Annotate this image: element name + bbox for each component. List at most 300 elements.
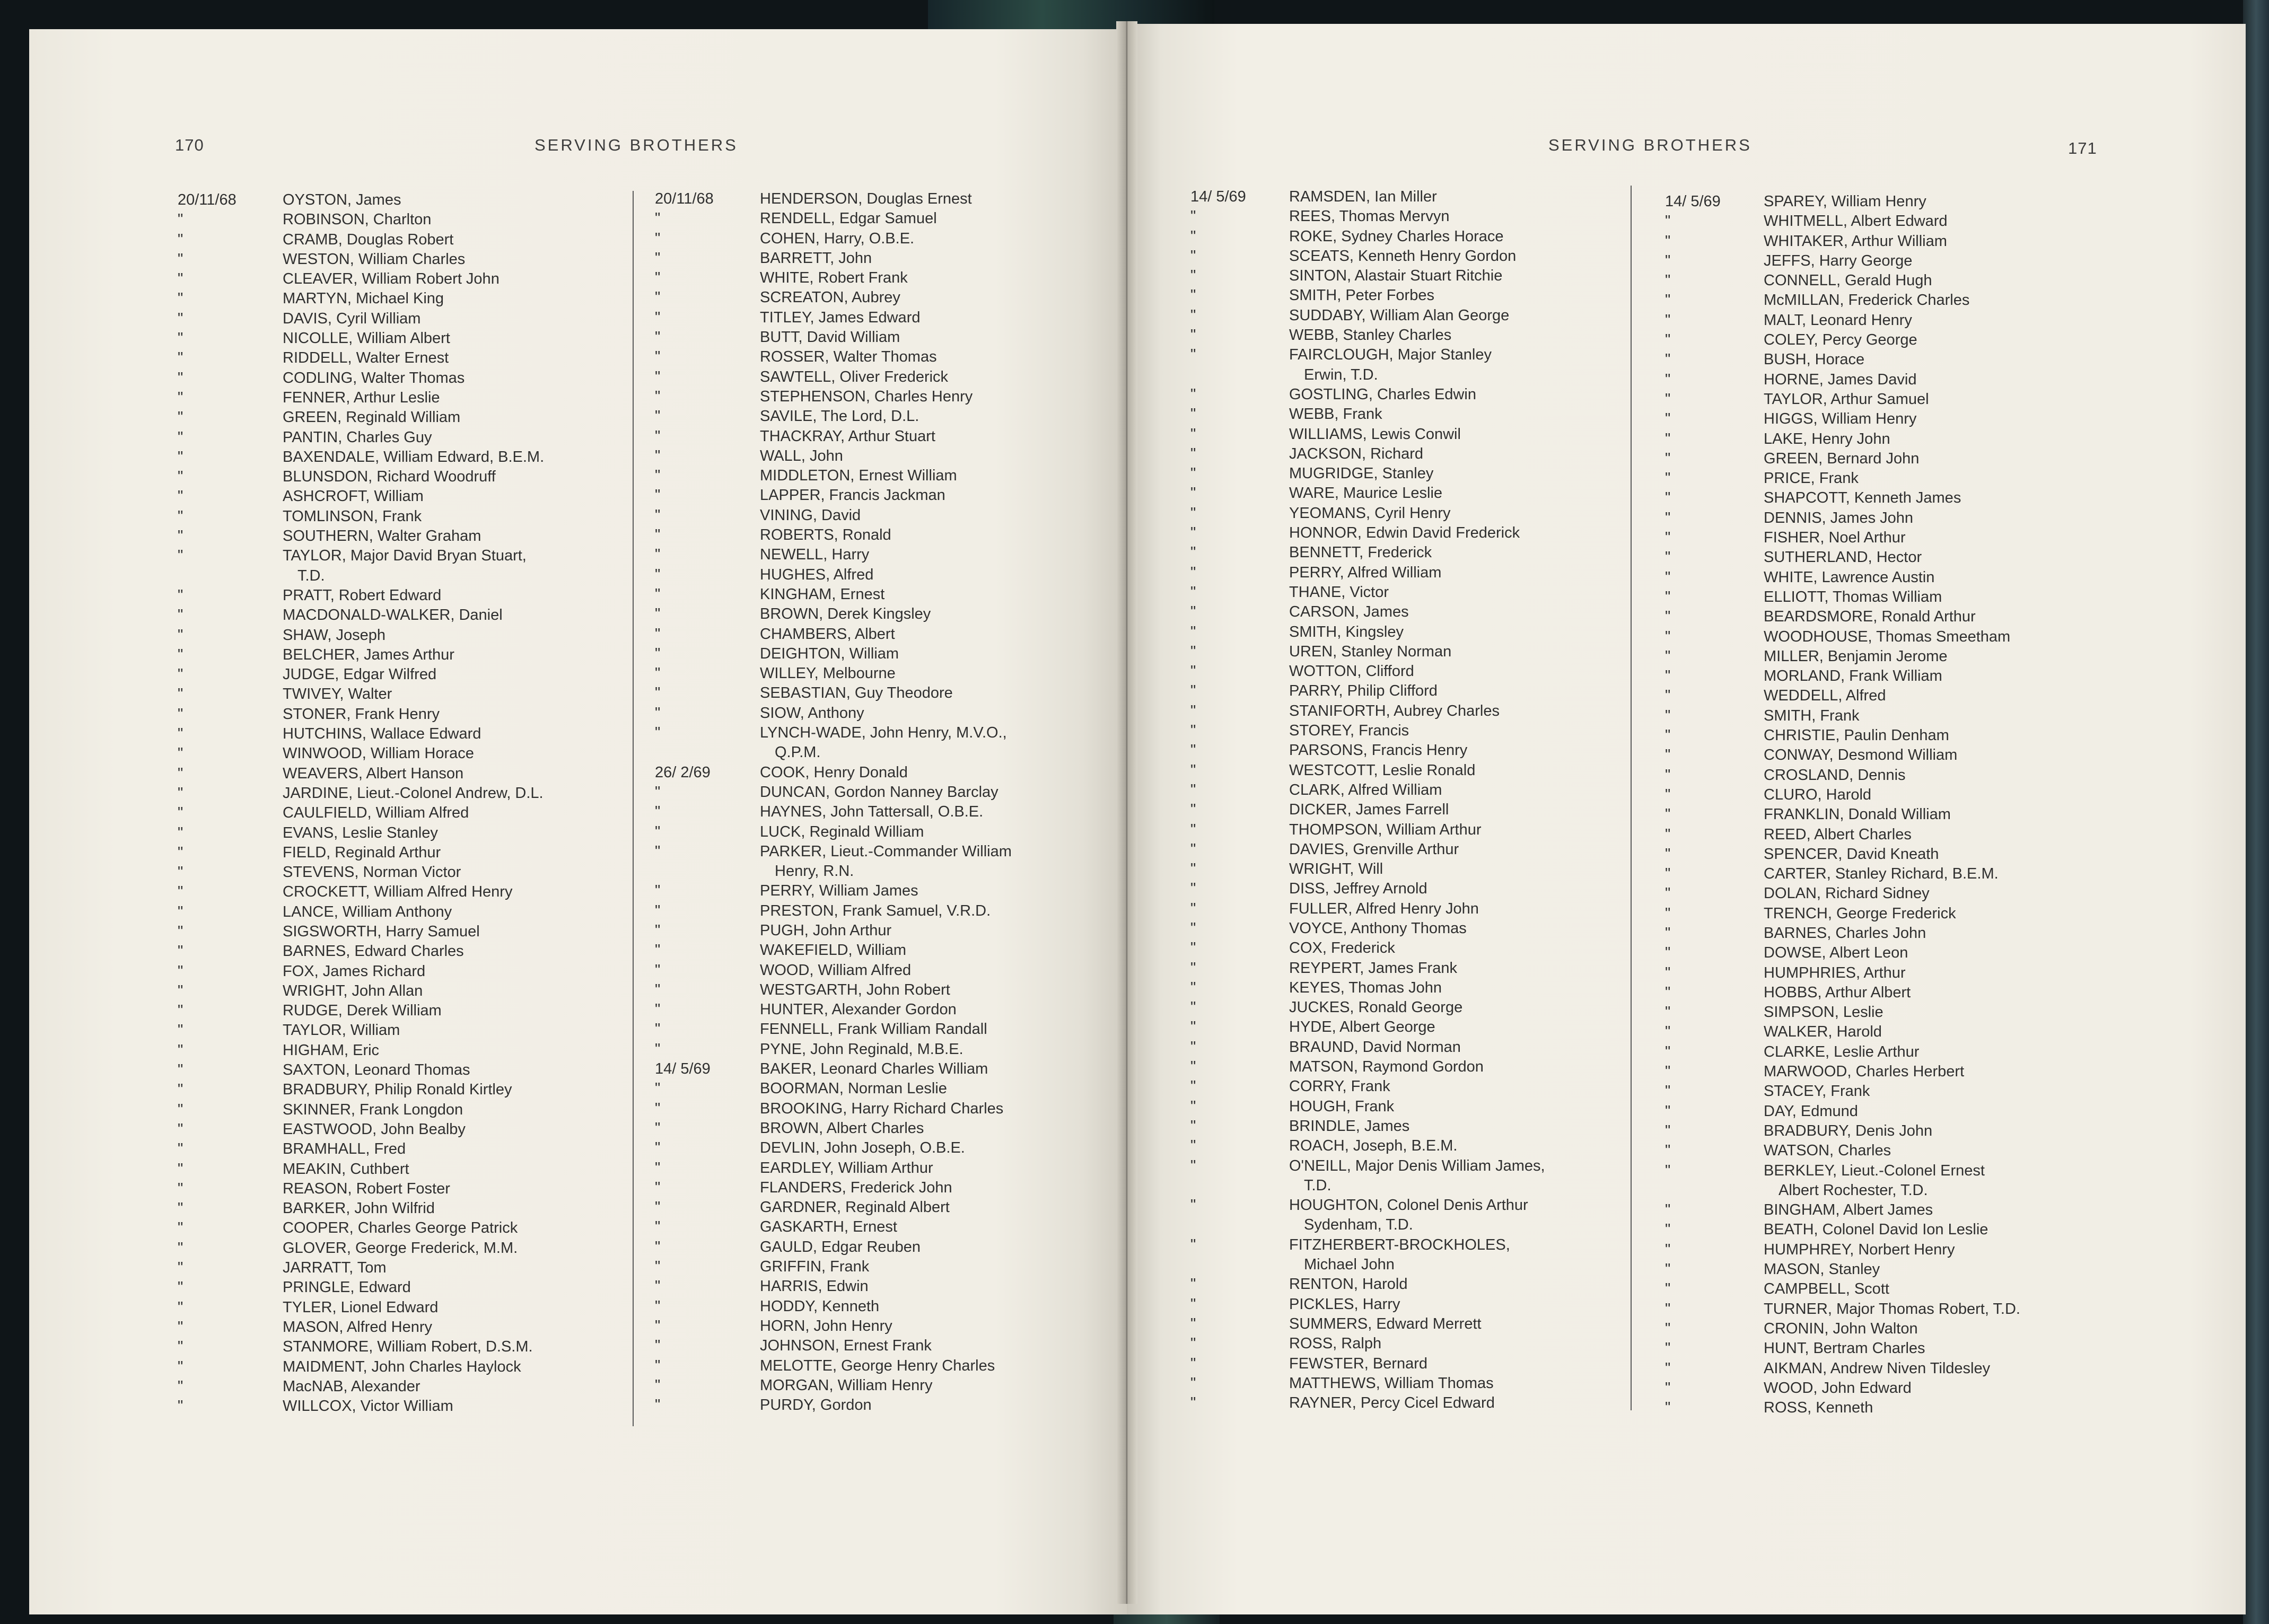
name-cell: TYLER, Lionel Edward [283,1298,439,1316]
date-cell: " [655,1337,661,1355]
roster-entry [655,1079,1012,1099]
name-cell: MORGAN, William Henry [760,1376,933,1394]
date-cell: " [655,1258,661,1276]
roster-entry [655,723,1012,743]
roster-entry [1665,350,2020,370]
roster-entry [178,447,544,467]
roster-entry [655,328,1012,347]
date-cell: " [1665,826,1671,843]
name-cell: SUTHERLAND, Hector [1764,549,1922,566]
name-cell: PUGH, John Arthur [760,921,892,939]
name-cell: Henry, R.N. [775,863,854,880]
name-cell: WEBB, Stanley Charles [1289,327,1452,344]
roster-entry [1190,1295,1545,1314]
date-cell: " [1190,861,1196,878]
date-cell: " [655,1397,661,1414]
roster-entry [1665,1398,2020,1418]
date-cell: " [178,1259,183,1277]
date-cell: " [1665,1280,1671,1298]
date-cell: " [655,230,661,247]
date-cell: " [1665,647,1671,665]
date-cell: " [1190,1335,1196,1353]
name-cell: Sydenham, T.D. [1304,1216,1413,1234]
date-cell: " [1665,1142,1671,1160]
roster-entry [655,704,1012,723]
name-cell: MASON, Alfred Henry [283,1318,433,1336]
roster-entry [1665,330,2020,350]
date-cell: " [178,211,183,229]
name-cell: YEOMANS, Cyril Henry [1289,504,1451,522]
name-cell: LYNCH-WADE, John Henry, M.V.O., [760,724,1007,742]
name-cell: HUNT, Bertram Charles [1764,1340,1925,1357]
name-cell: SUMMERS, Edward Merrett [1289,1315,1482,1332]
name-cell: FAIRCLOUGH, Major Stanley [1289,346,1492,364]
name-cell: PURDY, Gordon [760,1397,872,1414]
date-cell: 14/ 5/69 [655,1060,711,1078]
roster-entry [1190,1196,1545,1215]
name-cell: JEFFS, Harry George [1764,252,1913,269]
roster-entry [178,665,544,684]
name-cell: FOX, James Richard [283,962,426,980]
roster-entry [655,1277,1012,1296]
date-cell: " [178,488,183,505]
roster-entry [178,843,544,863]
date-cell: " [655,902,661,919]
date-cell: " [1665,628,1671,645]
roster-entry [655,1000,1012,1020]
date-cell: " [1190,445,1196,462]
date-cell: " [655,467,661,485]
roster-entry [178,1179,544,1199]
date-cell: " [1665,984,1671,1001]
date-cell [1190,1176,1289,1196]
name-cell: BELCHER, James Arthur [283,646,454,663]
date-cell: " [178,765,183,782]
roster-entry [178,1160,544,1179]
name-cell: JOHNSON, Ernest Frank [760,1337,932,1355]
date-cell: " [178,369,183,387]
date-cell: " [655,566,661,583]
name-cell: UREN, Stanley Norman [1289,643,1452,660]
name-cell: CODLING, Walter Thomas [283,369,465,387]
date-cell: " [178,883,183,901]
name-cell: HUMPHREY, Norbert Henry [1764,1241,1955,1258]
page-number: 171 [2068,139,2097,157]
name-cell: KINGHAM, Ernest [760,585,885,603]
roster-entry [1190,444,1545,464]
name-cell: FENNER, Arthur Leslie [283,389,440,406]
date-cell: " [655,348,661,366]
name-cell: ROSSER, Walter Thomas [760,348,937,366]
name-cell: DAVIS, Cyril William [283,310,421,327]
name-cell: WESTCOTT, Leslie Ronald [1289,761,1476,779]
name-cell: WOTTON, Clifford [1289,663,1414,680]
roster-entry [1190,761,1545,780]
roster-entry [178,467,544,487]
date-cell: " [1665,806,1671,823]
roster-entry [1190,1374,1545,1393]
date-cell: " [1190,346,1196,364]
name-cell: RIDDELL, Walter Ernest [283,349,449,367]
date-cell: " [178,607,183,624]
date-cell: " [178,1002,183,1020]
date-cell: " [1190,1019,1196,1036]
date-cell: " [1190,781,1196,798]
name-cell: BAXENDALE, William Edward, B.E.M. [283,448,545,466]
roster-entry [178,626,544,645]
name-cell: BAKER, Leonard Charles William [760,1060,988,1078]
roster-entry [655,980,1012,1000]
name-cell: PARSONS, Francis Henry [1289,742,1468,759]
date-cell: " [178,428,183,446]
date-cell: " [655,1297,661,1315]
name-cell: GAULD, Edgar Reuben [760,1238,921,1256]
name-cell: JACKSON, Richard [1289,445,1424,462]
roster-entry [1190,959,1545,978]
roster-entry [655,1356,1012,1376]
roster-entry [1190,1334,1545,1354]
roster-entry [1665,587,2020,607]
name-cell: HORNE, James David [1764,371,1917,388]
roster-entry [1665,212,2020,231]
roster-entry [655,1178,1012,1198]
date-cell: " [1190,544,1196,561]
date-cell: " [1190,1058,1196,1076]
roster-entry [655,901,1012,921]
name-cell: Albert Rochester, T.D. [1779,1181,1928,1199]
name-cell: BRAUND, David Norman [1289,1038,1461,1056]
date-cell: " [1190,959,1196,977]
name-cell: HONNOR, Edwin David Frederick [1289,524,1520,542]
roster-entry [178,1120,544,1139]
date-cell: " [1665,1241,1671,1258]
roster-entry [178,922,544,942]
roster-entry [1190,464,1545,484]
name-cell: THACKRAY, Arthur Stuart [760,427,935,445]
roster-entry [178,1139,544,1159]
name-cell: MATSON, Raymond Gordon [1289,1058,1484,1076]
name-cell: WHITMELL, Albert Edward [1764,213,1948,230]
name-cell: WILLEY, Melbourne [760,665,896,682]
date-cell: " [178,725,183,743]
date-cell: " [178,1022,183,1039]
name-cell: SCREATON, Aubrey [760,289,900,306]
name-cell: HODDY, Kenneth [760,1297,880,1315]
name-cell: TWIVEY, Walter [283,686,392,703]
name-cell: WALL, John [760,447,843,464]
roster-entry [655,1237,1012,1257]
roster-entry [655,961,1012,980]
name-cell: WARE, Maurice Leslie [1289,485,1443,502]
date-cell: " [1665,707,1671,724]
roster-entry [1665,943,2020,963]
name-cell: HYDE, Albert George [1289,1019,1435,1036]
roster-entry [1190,286,1545,305]
date-cell: " [1665,1063,1671,1081]
date-cell: " [1665,311,1671,329]
name-cell: WILLIAMS, Lewis Conwil [1289,425,1461,443]
roster-entry [1665,232,2020,251]
roster-entry [1665,825,2020,845]
roster-entry [1665,864,2020,884]
roster-entry [655,545,1012,565]
roster-entry [178,705,544,724]
name-cell: FULLER, Alfred Henry John [1289,900,1479,917]
name-cell: MIDDLETON, Ernest William [760,467,957,485]
name-cell: WHITE, Lawrence Austin [1764,568,1935,586]
name-cell: SEBASTIAN, Guy Theodore [760,684,953,702]
date-cell: " [655,1021,661,1038]
name-cell: O'NEILL, Major Denis William James, [1289,1157,1545,1174]
name-cell: T.D. [297,567,325,584]
name-cell: BUSH, Horace [1764,351,1865,368]
name-cell: AIKMAN, Andrew Niven Tildesley [1764,1359,1991,1377]
name-cell: MUGRIDGE, Stanley [1289,465,1434,482]
roster-entry [1665,1240,2020,1260]
date-cell: " [655,1218,661,1236]
name-cell: WESTON, William Charles [283,250,466,268]
date-cell: " [1665,1102,1671,1120]
date-cell: " [655,1376,661,1394]
date-cell: " [655,427,661,445]
name-cell: Erwin, T.D. [1304,366,1378,383]
roster-entry [655,525,1012,545]
name-cell: BEATH, Colonel David Ion Leslie [1764,1221,1988,1239]
name-cell: DICKER, James Farrell [1289,801,1449,819]
date-cell: " [655,309,661,326]
roster-entry [178,1041,544,1060]
name-cell: WILLCOX, Victor William [283,1398,453,1415]
name-cell: COX, Frederick [1289,940,1395,957]
roster-entry [1190,266,1545,286]
roster-entry [655,763,1012,783]
date-cell: " [1665,1320,1671,1337]
date-cell: " [1665,687,1671,705]
roster-entry [655,664,1012,683]
roster-entry [1190,1275,1545,1294]
date-cell: " [1665,865,1671,883]
roster-entry [1665,192,2020,212]
name-cell: CHAMBERS, Albert [760,625,895,643]
roster-entry [655,387,1012,407]
roster-entry [1665,390,2020,409]
date-cell: " [1190,1078,1196,1095]
name-cell: TRENCH, George Frederick [1764,905,1956,922]
date-cell: " [178,646,183,663]
roster-entry [655,625,1012,644]
roster-entry [655,427,1012,446]
name-cell: CLARK, Alfred William [1289,781,1442,798]
name-cell: SPENCER, David Kneath [1764,845,1939,863]
date-cell: " [655,1040,661,1058]
name-cell: JARRATT, Tom [283,1259,387,1277]
roster-entry [1665,666,2020,686]
roster-entry [655,486,1012,505]
name-cell: T.D. [1304,1177,1331,1194]
date-cell: " [1665,608,1671,626]
name-column [1190,187,1545,1413]
name-cell: CAMPBELL, Scott [1764,1280,1889,1298]
name-cell: HIGGS, William Henry [1764,410,1917,428]
name-cell: THANE, Victor [1289,583,1389,601]
name-cell: GREEN, Bernard John [1764,450,1920,467]
date-cell: " [1665,292,1671,309]
date-cell: " [1665,1122,1671,1139]
roster-entry [1665,1003,2020,1022]
name-cell: GARDNER, Reginald Albert [760,1199,950,1216]
name-cell: TAYLOR, Major David Bryan Stuart, [283,547,527,565]
date-cell: " [655,526,661,544]
roster-entry [178,724,544,744]
date-cell: " [1665,964,1671,981]
roster-entry [655,347,1012,367]
roster-entry [655,268,1012,288]
roster-entry [1665,924,2020,943]
roster-entry [655,446,1012,466]
roster-entry [178,1060,544,1080]
roster-entry [1665,291,2020,310]
roster-entry [1665,449,2020,469]
roster-entry [178,1218,544,1238]
name-cell: CROSLAND, Dennis [1764,766,1906,784]
roster-entry [178,1001,544,1021]
roster-entry [1665,409,2020,429]
roster-entry [1190,820,1545,840]
date-cell: " [1190,702,1196,719]
date-cell: " [1190,425,1196,443]
name-cell: FENNELL, Frank William Randall [760,1021,987,1038]
date-cell: " [655,803,661,821]
roster-entry [655,1119,1012,1138]
roster-entry [1190,306,1545,326]
page-number: 170 [175,136,204,154]
name-cell: CONNELL, Gerald Hugh [1764,272,1932,289]
date-cell: " [178,528,183,545]
date-cell: " [1665,470,1671,487]
name-cell: CHRISTIE, Paulin Denham [1764,727,1949,744]
name-cell: WOOD, John Edward [1764,1379,1912,1397]
roster-entry [1665,1279,2020,1299]
name-cell: LUCK, Reginald William [760,823,924,840]
roster-entry [178,289,544,309]
roster-entry [1190,701,1545,721]
name-cell: BROOKING, Harry Richard Charles [760,1100,1004,1117]
roster-entry [655,862,1012,881]
roster-entry [1190,859,1545,879]
roster-entry [178,744,544,763]
date-cell: " [1665,529,1671,547]
name-cell: ROACH, Joseph, B.E.M. [1289,1137,1458,1155]
date-cell: " [655,665,661,682]
name-cell: MALT, Leonard Henry [1764,311,1912,329]
roster-entry [1665,548,2020,567]
date-cell: " [1665,747,1671,764]
name-cell: PRINGLE, Edward [283,1279,411,1296]
roster-entry [178,1397,544,1416]
date-cell: " [178,1377,183,1395]
date-cell: " [655,783,661,801]
name-cell: CONWAY, Desmond William [1764,747,1958,764]
roster-entry [178,962,544,981]
date-cell: " [655,1199,661,1216]
name-cell: GREEN, Reginald William [283,409,461,426]
running-header: SERVING BROTHERS [1548,136,1752,154]
roster-entry [1665,845,2020,864]
roster-entry [1190,227,1545,247]
date-cell: " [1665,1004,1671,1021]
date-cell: " [655,1080,661,1098]
date-cell: " [1190,742,1196,759]
roster-entry [1665,745,2020,765]
name-cell: CLEAVER, William Robert John [283,270,500,288]
date-cell: " [1665,1023,1671,1041]
date-cell: " [1190,722,1196,740]
date-cell: " [655,605,661,623]
date-cell: " [1190,880,1196,898]
book-gutter [1116,21,1137,1604]
name-cell: DAY, Edmund [1764,1102,1858,1120]
roster-entry [655,1336,1012,1356]
date-cell: " [655,408,661,425]
date-cell: " [1190,663,1196,680]
name-cell: DAVIES, Grenville Arthur [1289,840,1459,858]
name-cell: SINTON, Alastair Stuart Ritchie [1289,267,1503,285]
date-cell: " [1190,623,1196,640]
name-cell: BLUNSDON, Richard Woodruff [283,468,496,486]
date-cell: " [655,1100,661,1117]
date-cell: " [1190,682,1196,700]
name-cell: Q.P.M. [775,744,821,761]
roster-entry [1190,563,1545,583]
name-cell: BRINDLE, James [1289,1117,1410,1135]
roster-entry [178,388,544,408]
date-cell: " [1190,919,1196,937]
name-cell: GRIFFIN, Frank [760,1258,870,1276]
name-cell: WATSON, Charles [1764,1142,1891,1160]
name-cell: TURNER, Major Thomas Robert, T.D. [1764,1300,2020,1318]
date-cell: " [1190,267,1196,285]
roster-entry [655,209,1012,229]
roster-entry [1190,622,1545,642]
date-cell: " [1665,1340,1671,1357]
date-cell: " [1190,761,1196,779]
date-cell: " [1665,727,1671,744]
date-cell: " [655,1139,661,1157]
roster-entry [1190,326,1545,345]
roster-entry [1665,904,2020,924]
roster-entry [1665,647,2020,666]
date-cell: " [655,842,661,860]
name-cell: HENDERSON, Douglas Ernest [760,190,972,207]
roster-entry [1190,1176,1545,1196]
roster-entry [1190,1136,1545,1156]
date-cell: " [1190,1137,1196,1155]
date-cell: " [1190,1295,1196,1313]
roster-entry [655,1316,1012,1336]
date-cell: " [1190,583,1196,601]
roster-entry [1190,840,1545,859]
roster-entry [1190,385,1545,405]
date-cell: " [655,585,661,603]
roster-entry [1665,1082,2020,1101]
date-cell: " [1190,247,1196,265]
date-cell: " [1190,1157,1196,1174]
date-cell: " [178,1041,183,1059]
roster-entry [1190,523,1545,543]
date-cell: " [1190,801,1196,819]
name-cell: STEPHENSON, Charles Henry [760,388,973,405]
roster-entry [655,1138,1012,1158]
